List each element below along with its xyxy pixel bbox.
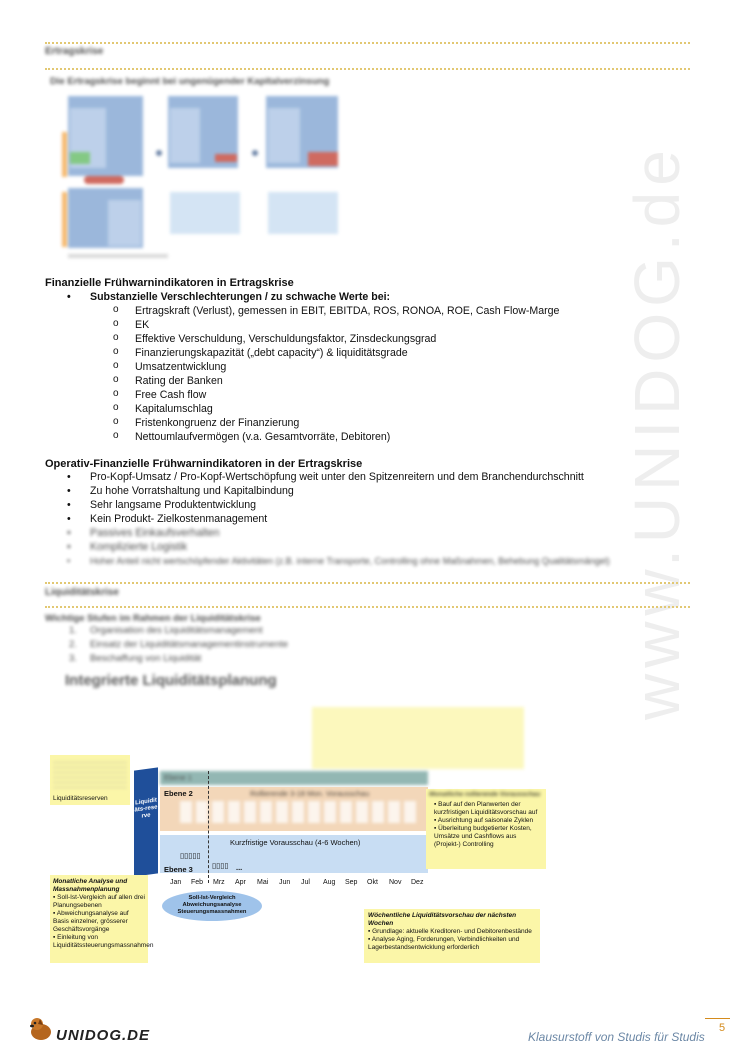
list-item: • Hoher Anteil nicht wertschöpfender Aktivitäten (z.B. interne Transporte, Controlling ohne Maßnahmen, Behebung Qualitätsmängel)	[45, 554, 705, 568]
ellipse-soll-ist: Soll-Ist-Vergleich Abweichungsanalyse Steuerungsmassnahmen	[162, 891, 262, 921]
separator	[45, 606, 690, 608]
list-item: • Pro-Kopf-Umsatz / Pro-Kopf-Wertschöpfung weit unter den Spitzenreitern und dem Branchendurchschnitt	[45, 470, 705, 484]
separator	[45, 68, 690, 70]
list-item: 1. Organisation des Liquiditätsmanagement	[69, 625, 263, 636]
list-item: • Kein Produkt- Zielkostenmanagement	[45, 512, 705, 526]
row-ebene1: Ebene 1	[160, 771, 428, 785]
list-item: 2. Einsatz der Liquiditätsmanagementinstrumente	[69, 639, 289, 650]
dog-logo-icon	[28, 1016, 54, 1042]
main-bullet: • Substanzielle Verschlechterungen / zu schwache Werte bei:	[45, 290, 695, 304]
list-item: o Ertragskraft (Verlust), gemessen in EBIT, EBITDA, ROS, RONOA, ROE, Cash Flow-Marge	[45, 304, 695, 318]
list-item: • Zu hohe Vorratshaltung und Kapitalbindung	[45, 484, 705, 498]
ebene3-label: Ebene 3 ...	[164, 863, 243, 874]
list-item: o Nettoumlaufvermögen (v.a. Gesamtvorräte, Debitoren)	[45, 430, 695, 444]
list-item: • Passives Einkaufsverhalten	[45, 526, 705, 540]
note-box-left: Monatliche Analyse und Massnahmenplanung ▪ Soll-Ist-Vergleich auf allen drei Planungsebenen ▪ Abweichungsanalyse auf Basis einzelner, grösserer Geschäftsvorgänge ▪ Einleitung von Liquiditätssteuerungsmassnahmen	[50, 875, 148, 963]
row-ebene2: Ebene 2 Rollierende 3-18 Mon. Vorausschau	[160, 787, 428, 831]
list-item: o Fristenkongruenz der Finanzierung	[45, 416, 695, 430]
list-item: • Komplizierte Logistik	[45, 540, 705, 554]
section-title-ertragskrise: Ertragskrise	[45, 46, 104, 57]
list-item: • Sehr langsame Produktentwicklung	[45, 498, 705, 512]
list-item: o Rating der Banken	[45, 374, 695, 388]
financial-indicators-section	[45, 277, 695, 444]
liquidity-steps	[45, 613, 645, 666]
section-heading: Finanzielle Frühwarnindikatoren in Ertragskrise	[45, 277, 294, 289]
subheading: Wichtige Stufen im Rahmen der Liquiditätskrise	[45, 613, 261, 624]
diagram-caption: Die Ertragskrise beginnt bei ungenügender Kapitalverzinsung	[50, 76, 330, 87]
separator	[45, 42, 690, 44]
note-box-bottom: Wöchentliche Liquiditätsvorschau der nächsten Wochen ▪ Grundlage: aktuelle Kreditoren- und Debitorenbestände ▪ Analyse Aging, Forderungen, Verbindlichkeiten und Lagerbestandsentwicklung erforderlich	[364, 909, 540, 963]
list-item: o Finanzierungskapazität („debt capacity“) & liquiditätsgrade	[45, 346, 695, 360]
list-item: 3. Beschaffung von Liquidität	[69, 653, 202, 664]
chart-title: Integrierte Liquiditätsplanung	[65, 672, 277, 689]
separator	[45, 582, 690, 584]
current-month-line	[208, 771, 209, 883]
logo-text: UNIDOG.DE	[56, 1027, 151, 1044]
month-axis: Jan Feb Mrz Apr Mai Jun Jul Aug Sep Okt Nov Dez	[170, 879, 424, 886]
footer-text: Klausurstoff von Studis für Studis	[528, 1030, 705, 1044]
page-rule	[705, 1018, 730, 1019]
list-item: o Kapitalumschlag	[45, 402, 695, 416]
list-item: o Umsatzentwicklung	[45, 360, 695, 374]
operative-indicators-section	[45, 458, 705, 568]
watermark: www.UNIDOG.de	[621, 144, 693, 720]
list-item: o EK	[45, 318, 695, 332]
note-box	[312, 707, 524, 769]
list-item: o Free Cash flow	[45, 388, 695, 402]
row-ebene3: Kurzfristige Vorausschau (4-6 Wochen) ▯▯▯▯▯ ▯▯▯▯	[160, 835, 428, 873]
reserve-bar: Liquiditäts-reserve	[134, 767, 158, 876]
section-title-liquiditaetskrise: Liquiditätskrise	[45, 587, 119, 598]
note-box-right: Monatliche rollierende Vorausschau ▪ Bauf auf den Planwerten der kurzfristigen Liquiditätsvorschau auf ▪ Ausrichtung auf saisonale Zyklen ▪ Überleitung budgetierter Kosten, Umsätze und Cashflows aus (Projekt-) Controlling	[426, 789, 546, 869]
note-box: Liquiditätsreserven	[50, 755, 130, 805]
ertragskrise-diagram	[60, 92, 360, 262]
liquidity-planning-diagram	[50, 705, 550, 965]
page-number: 5	[719, 1022, 726, 1034]
section-heading: Operativ-Finanzielle Frühwarnindikatoren in der Ertragskrise	[45, 458, 363, 470]
list-item: o Effektive Verschuldung, Verschuldungsfaktor, Zinsdeckungsgrad	[45, 332, 695, 346]
